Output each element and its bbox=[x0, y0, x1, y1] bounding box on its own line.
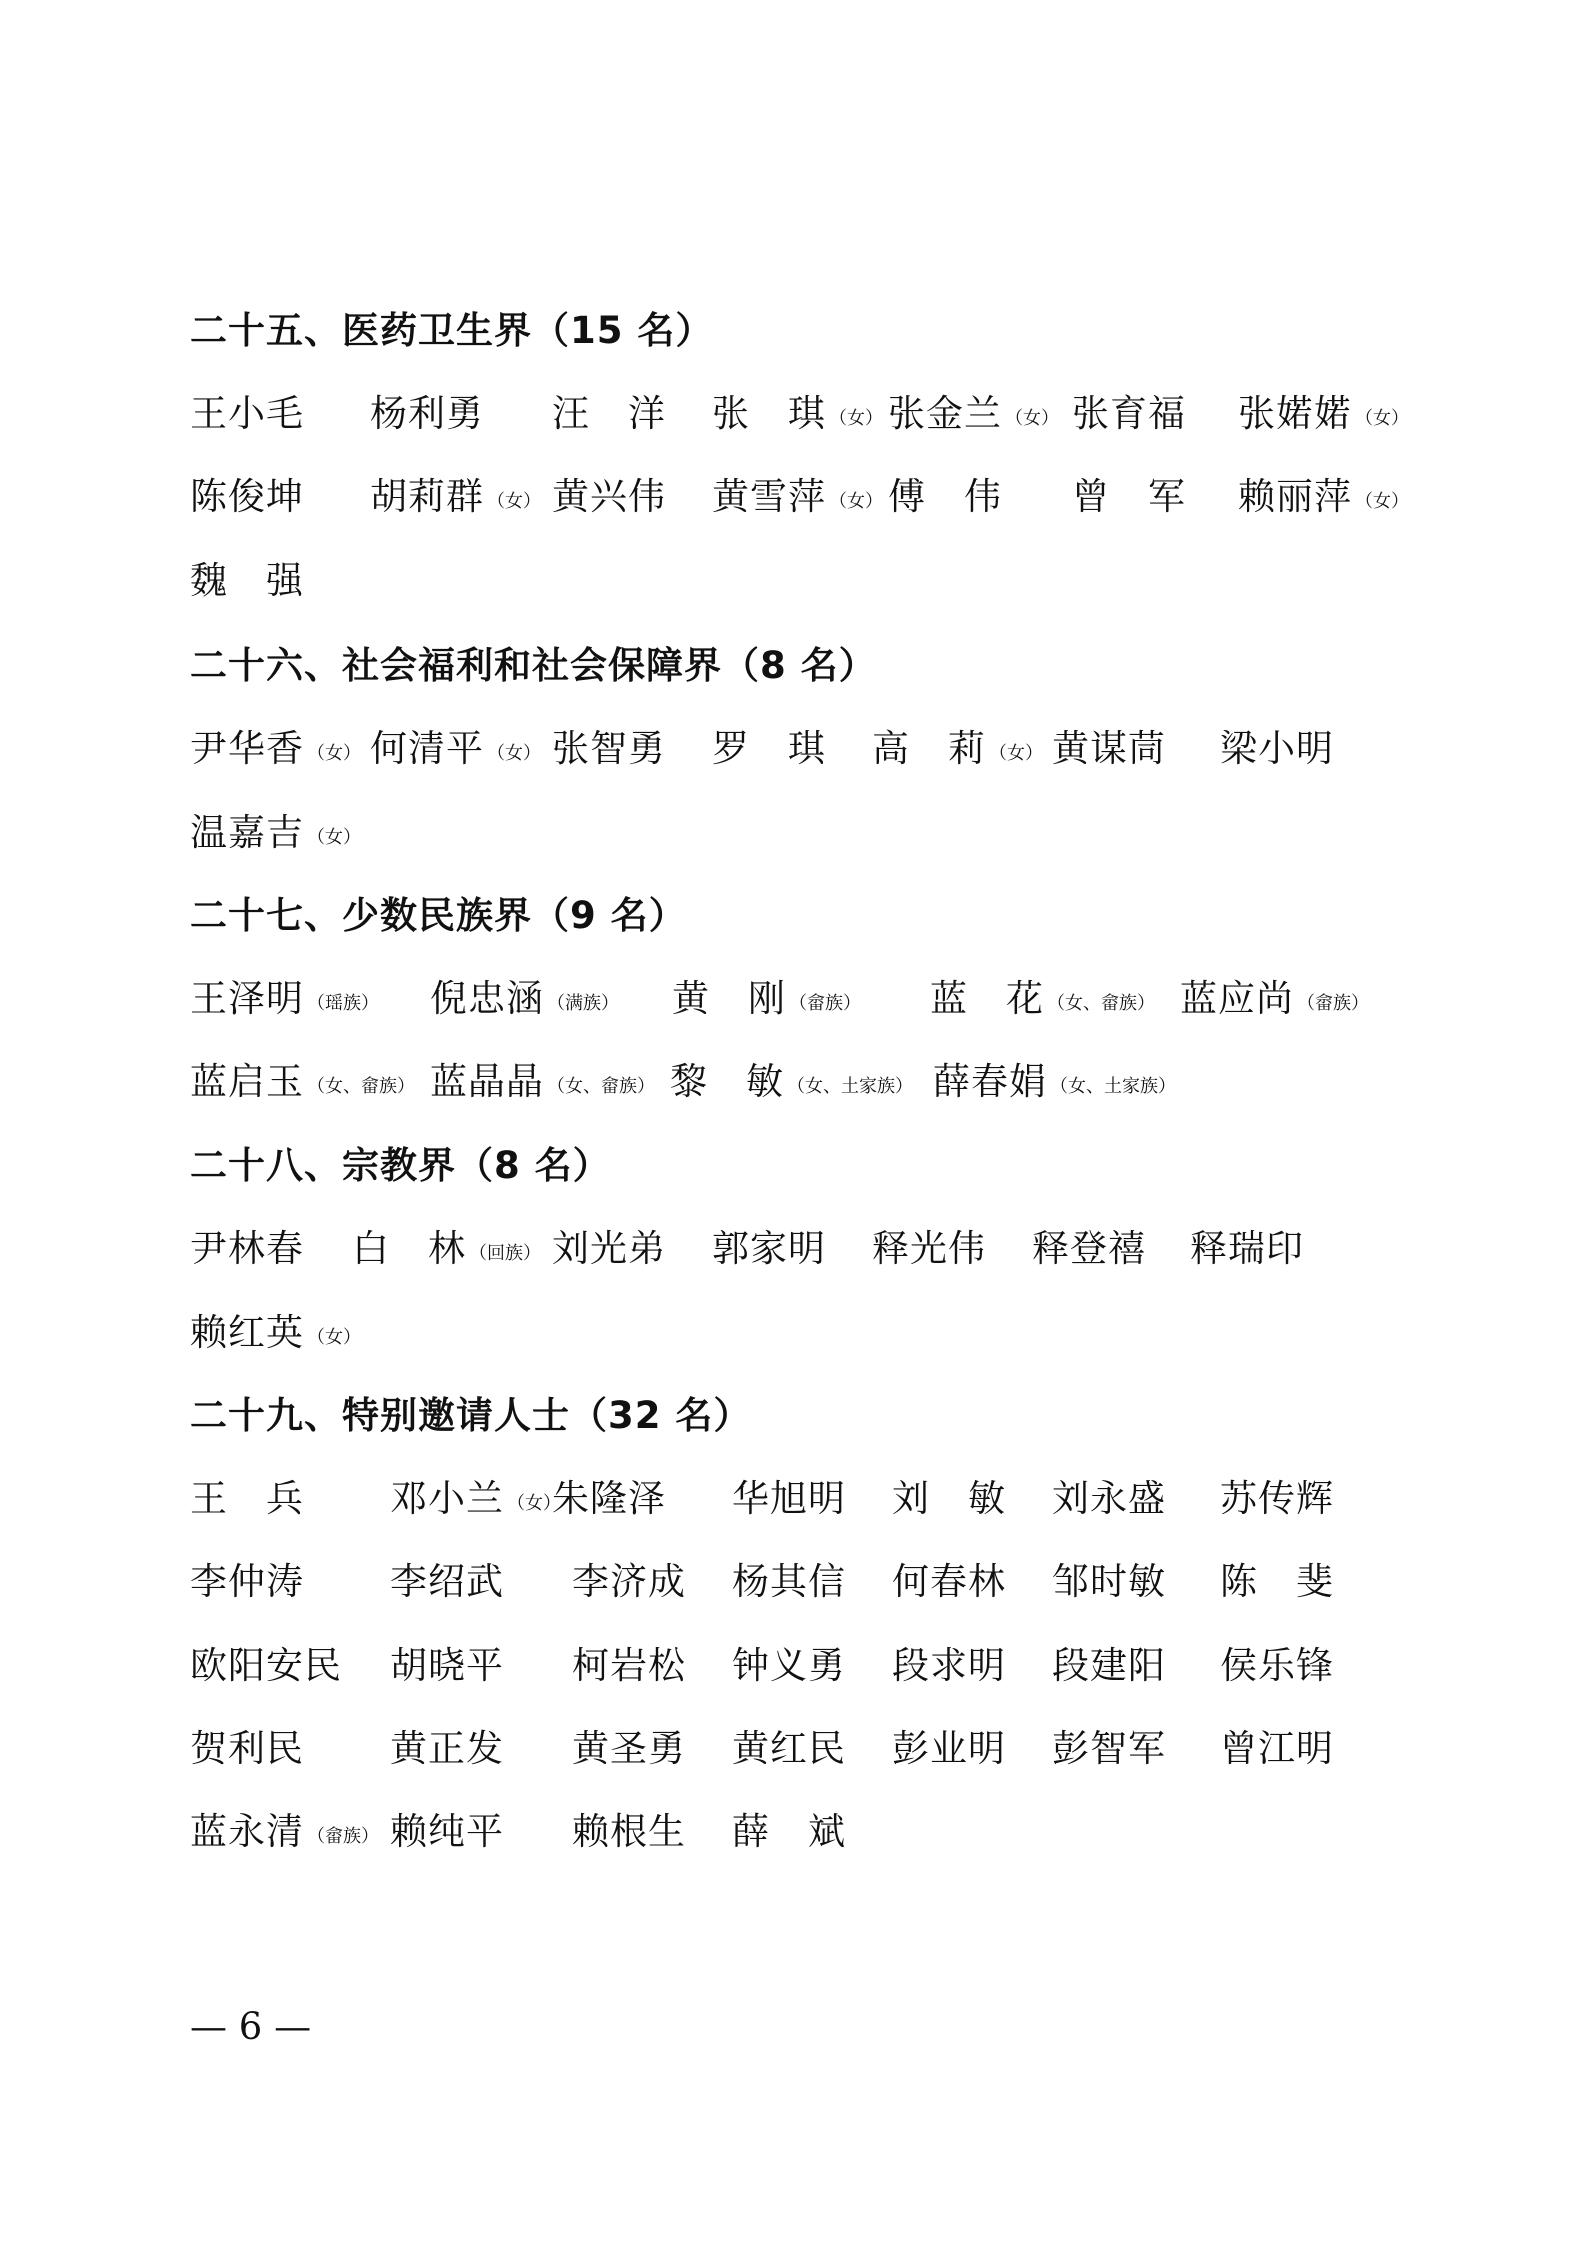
member-name: 汪 洋 bbox=[552, 392, 666, 435]
member-name: 赖丽萍 bbox=[1238, 475, 1352, 518]
member-name: 傅 伟 bbox=[888, 475, 1002, 518]
member-row bbox=[190, 802, 1430, 852]
member-name: 何清平 bbox=[370, 727, 484, 770]
member-name: 李仲涛 bbox=[190, 1560, 304, 1603]
member-name: 邓小兰 bbox=[390, 1477, 504, 1520]
member-name: 张育福 bbox=[1072, 392, 1186, 435]
member-entry bbox=[572, 1801, 686, 1855]
member-note: （女） bbox=[507, 1493, 561, 1514]
member-name: 王小毛 bbox=[190, 392, 304, 435]
member-note: （女、畲族） bbox=[1047, 993, 1155, 1014]
member-entry bbox=[732, 1718, 846, 1772]
member-name: 黄红民 bbox=[732, 1727, 846, 1770]
member-entry bbox=[892, 1635, 1006, 1689]
member-note: （畲族） bbox=[307, 1826, 379, 1847]
member-entry bbox=[390, 1468, 561, 1522]
member-entry bbox=[732, 1801, 846, 1855]
member-name: 胡晓平 bbox=[390, 1644, 504, 1687]
member-entry bbox=[1190, 1218, 1304, 1272]
member-name: 邹时敏 bbox=[1052, 1560, 1166, 1603]
member-name: 张 琪 bbox=[712, 392, 826, 435]
member-entry bbox=[872, 718, 1043, 772]
member-name: 陈 斐 bbox=[1220, 1560, 1334, 1603]
member-name: 陈俊坤 bbox=[190, 475, 304, 518]
member-name: 温嘉吉 bbox=[190, 811, 304, 854]
member-name: 蓝 花 bbox=[930, 977, 1044, 1020]
member-note: （瑶族） bbox=[307, 993, 379, 1014]
member-entry bbox=[872, 1218, 986, 1272]
member-name: 黄正发 bbox=[390, 1727, 504, 1770]
member-name: 曾 军 bbox=[1072, 475, 1186, 518]
member-name: 杨其信 bbox=[732, 1560, 846, 1603]
member-entry bbox=[670, 1051, 913, 1105]
member-name: 胡莉群 bbox=[370, 475, 484, 518]
member-name: 白 林 bbox=[352, 1227, 466, 1270]
member-name: 赖根生 bbox=[572, 1810, 686, 1853]
member-note: （畲族） bbox=[1297, 993, 1369, 1014]
member-entry bbox=[672, 968, 861, 1022]
member-name: 刘永盛 bbox=[1052, 1477, 1166, 1520]
member-row bbox=[190, 1468, 1430, 1518]
member-entry bbox=[1238, 383, 1409, 437]
member-entry bbox=[352, 1218, 541, 1272]
member-row bbox=[190, 1718, 1430, 1768]
member-name: 释瑞印 bbox=[1190, 1227, 1304, 1270]
member-entry bbox=[732, 1635, 846, 1689]
member-name: 蓝启玉 bbox=[190, 1060, 304, 1103]
member-note: （女） bbox=[1355, 491, 1409, 512]
member-entry bbox=[190, 1718, 304, 1772]
member-name: 倪忠涵 bbox=[430, 977, 544, 1020]
member-entry bbox=[572, 1635, 686, 1689]
member-entry bbox=[370, 718, 541, 772]
member-note: （女） bbox=[829, 491, 883, 512]
member-entry bbox=[732, 1468, 846, 1522]
member-row bbox=[190, 466, 1430, 516]
member-name: 段求明 bbox=[892, 1644, 1006, 1687]
member-entry bbox=[1052, 1468, 1166, 1522]
member-entry bbox=[712, 466, 883, 520]
section-heading: 二十六、社会福利和社会保障界（8 名） bbox=[190, 644, 877, 687]
member-name: 薛春娟 bbox=[933, 1060, 1047, 1103]
member-entry bbox=[190, 718, 361, 772]
member-entry bbox=[190, 1635, 342, 1689]
member-name: 朱隆泽 bbox=[552, 1477, 666, 1520]
member-entry bbox=[933, 1051, 1176, 1105]
member-entry bbox=[390, 1801, 504, 1855]
section-heading: 二十七、少数民族界（9 名） bbox=[190, 894, 687, 937]
member-entry bbox=[572, 1551, 686, 1605]
member-entry bbox=[190, 1051, 415, 1105]
member-row bbox=[190, 1218, 1430, 1268]
member-name: 曾江明 bbox=[1220, 1727, 1334, 1770]
member-entry bbox=[732, 1551, 846, 1605]
member-entry bbox=[552, 1218, 666, 1272]
member-note: （回族） bbox=[469, 1243, 541, 1264]
member-entry bbox=[552, 1468, 666, 1522]
member-name: 赖红英 bbox=[190, 1311, 304, 1354]
page-number: — 6 — bbox=[190, 2005, 312, 2048]
member-name: 尹林春 bbox=[190, 1227, 304, 1270]
member-name: 梁小明 bbox=[1220, 727, 1334, 770]
member-name: 郭家明 bbox=[712, 1227, 826, 1270]
member-name: 苏传辉 bbox=[1220, 1477, 1334, 1520]
member-entry bbox=[888, 466, 1002, 520]
member-row bbox=[190, 383, 1430, 433]
member-name: 王泽明 bbox=[190, 977, 304, 1020]
member-entry bbox=[1238, 466, 1409, 520]
member-row bbox=[190, 550, 1430, 600]
member-name: 张婼婼 bbox=[1238, 392, 1352, 435]
member-note: （女） bbox=[1005, 408, 1059, 429]
member-name: 彭智军 bbox=[1052, 1727, 1166, 1770]
member-note: （女） bbox=[307, 827, 361, 848]
member-entry bbox=[190, 1801, 379, 1855]
member-name: 何春林 bbox=[892, 1560, 1006, 1603]
member-name: 黄 刚 bbox=[672, 977, 786, 1020]
member-name: 彭业明 bbox=[892, 1727, 1006, 1770]
section-heading: 二十九、特别邀请人士（32 名） bbox=[190, 1394, 752, 1437]
member-name: 薛 斌 bbox=[732, 1810, 846, 1853]
member-entry bbox=[1220, 1635, 1334, 1689]
member-entry bbox=[1052, 1551, 1166, 1605]
member-name: 王 兵 bbox=[190, 1477, 304, 1520]
member-entry bbox=[370, 383, 484, 437]
member-name: 黄谋茼 bbox=[1052, 727, 1166, 770]
member-name: 释登禧 bbox=[1032, 1227, 1146, 1270]
member-entry bbox=[370, 466, 541, 520]
member-note: （满族） bbox=[547, 993, 619, 1014]
member-name: 魏 强 bbox=[190, 559, 304, 602]
member-entry bbox=[1220, 718, 1334, 772]
member-entry bbox=[1052, 718, 1166, 772]
member-note: （女） bbox=[829, 408, 883, 429]
member-row bbox=[190, 1051, 1430, 1101]
member-entry bbox=[1052, 1635, 1166, 1689]
member-note: （女、土家族） bbox=[787, 1076, 913, 1097]
member-note: （女、畲族） bbox=[307, 1076, 415, 1097]
member-note: （女） bbox=[487, 491, 541, 512]
member-name: 尹华香 bbox=[190, 727, 304, 770]
member-entry bbox=[190, 802, 361, 856]
member-name: 黄圣勇 bbox=[572, 1727, 686, 1770]
member-entry bbox=[552, 383, 666, 437]
section-heading: 二十八、宗教界（8 名） bbox=[190, 1144, 611, 1187]
member-name: 高 莉 bbox=[872, 727, 986, 770]
section-heading: 二十五、医药卫生界（15 名） bbox=[190, 309, 714, 352]
member-name: 刘光弟 bbox=[552, 1227, 666, 1270]
member-name: 罗 琪 bbox=[712, 727, 826, 770]
member-entry bbox=[190, 466, 304, 520]
member-entry bbox=[1220, 1551, 1334, 1605]
member-name: 欧阳安民 bbox=[190, 1644, 342, 1687]
member-name: 释光伟 bbox=[872, 1227, 986, 1270]
member-note: （女、土家族） bbox=[1050, 1076, 1176, 1097]
member-entry bbox=[190, 1302, 361, 1356]
member-row bbox=[190, 1551, 1430, 1601]
member-entry bbox=[552, 718, 666, 772]
member-entry bbox=[190, 968, 379, 1022]
member-name: 黄兴伟 bbox=[552, 475, 666, 518]
member-note: （女） bbox=[487, 743, 541, 764]
member-entry bbox=[430, 968, 619, 1022]
member-name: 贺利民 bbox=[190, 1727, 304, 1770]
member-entry bbox=[572, 1718, 686, 1772]
member-entry bbox=[390, 1635, 504, 1689]
member-entry bbox=[1032, 1218, 1146, 1272]
member-entry bbox=[190, 1218, 304, 1272]
member-name: 蓝晶晶 bbox=[430, 1060, 544, 1103]
member-name: 刘 敏 bbox=[892, 1477, 1006, 1520]
member-entry bbox=[390, 1718, 504, 1772]
member-entry bbox=[712, 718, 826, 772]
member-name: 钟义勇 bbox=[732, 1644, 846, 1687]
member-entry bbox=[390, 1551, 504, 1605]
member-note: （女） bbox=[989, 743, 1043, 764]
member-entry bbox=[1072, 466, 1186, 520]
member-row bbox=[190, 1635, 1430, 1685]
member-entry bbox=[190, 1551, 304, 1605]
member-name: 张金兰 bbox=[888, 392, 1002, 435]
member-name: 黎 敏 bbox=[670, 1060, 784, 1103]
member-row bbox=[190, 968, 1430, 1018]
member-name: 李济成 bbox=[572, 1560, 686, 1603]
member-entry bbox=[190, 1468, 304, 1522]
member-entry bbox=[1220, 1468, 1334, 1522]
member-name: 段建阳 bbox=[1052, 1644, 1166, 1687]
member-name: 黄雪萍 bbox=[712, 475, 826, 518]
member-entry bbox=[712, 1218, 826, 1272]
member-entry bbox=[892, 1551, 1006, 1605]
member-row bbox=[190, 1801, 1430, 1851]
member-entry bbox=[892, 1468, 1006, 1522]
member-name: 赖纯平 bbox=[390, 1810, 504, 1853]
member-note: （女、畲族） bbox=[547, 1076, 655, 1097]
member-entry bbox=[712, 383, 883, 437]
member-entry bbox=[1072, 383, 1186, 437]
member-entry bbox=[552, 466, 666, 520]
member-entry bbox=[190, 383, 304, 437]
member-entry bbox=[1220, 1718, 1334, 1772]
member-entry bbox=[892, 1718, 1006, 1772]
member-entry bbox=[1052, 1718, 1166, 1772]
member-note: （女） bbox=[307, 743, 361, 764]
member-entry bbox=[1180, 968, 1369, 1022]
member-entry bbox=[930, 968, 1155, 1022]
member-name: 柯岩松 bbox=[572, 1644, 686, 1687]
member-note: （女） bbox=[307, 1327, 361, 1348]
member-name: 杨利勇 bbox=[370, 392, 484, 435]
member-row bbox=[190, 718, 1430, 768]
member-name: 张智勇 bbox=[552, 727, 666, 770]
member-name: 李绍武 bbox=[390, 1560, 504, 1603]
member-name: 侯乐锋 bbox=[1220, 1644, 1334, 1687]
member-note: （畲族） bbox=[789, 993, 861, 1014]
member-entry bbox=[190, 550, 304, 604]
member-entry bbox=[430, 1051, 655, 1105]
member-name: 华旭明 bbox=[732, 1477, 846, 1520]
member-name: 蓝应尚 bbox=[1180, 977, 1294, 1020]
member-entry bbox=[888, 383, 1059, 437]
member-row bbox=[190, 1302, 1430, 1352]
member-name: 蓝永清 bbox=[190, 1810, 304, 1853]
member-note: （女） bbox=[1355, 408, 1409, 429]
